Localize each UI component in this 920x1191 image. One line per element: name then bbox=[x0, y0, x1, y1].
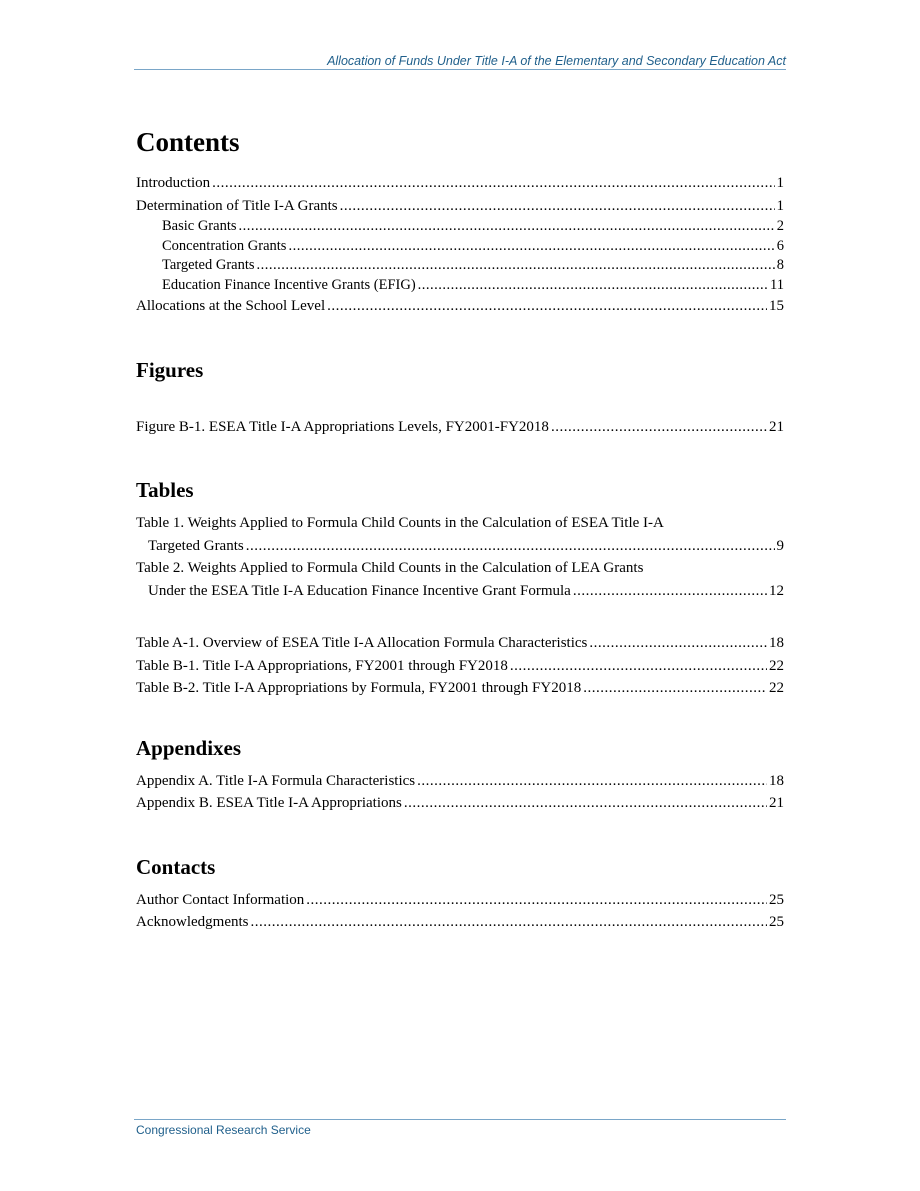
appendixes-heading: Appendixes bbox=[136, 735, 242, 760]
dot-leader bbox=[418, 276, 768, 296]
toc-entry-page: 25 bbox=[769, 914, 784, 930]
contents-list bbox=[136, 172, 784, 318]
toc-entry-page: 21 bbox=[769, 795, 784, 811]
toc-entry-label: Introduction bbox=[136, 175, 211, 191]
toc-entry-page: 12 bbox=[769, 582, 784, 599]
toc-entry-label: Appendix B. ESEA Title I-A Appropriations bbox=[136, 795, 402, 811]
dot-leader bbox=[327, 295, 767, 318]
toc-entry-label: Table 1. Weights Applied to Formula Child Counts in the Calculation of ESEA Title I-A bbox=[136, 515, 664, 531]
toc-entry-label: Table 2. Weights Applied to Formula Child Counts in the Calculation of LEA Grants bbox=[136, 560, 644, 576]
tables-list bbox=[136, 512, 784, 700]
toc-entry-page: 25 bbox=[769, 891, 784, 908]
toc-entry-page: 21 bbox=[769, 418, 784, 435]
toc-entry-page: 18 bbox=[769, 635, 784, 651]
dot-leader bbox=[250, 911, 767, 934]
toc-entry-figure-b1[interactable] bbox=[136, 416, 784, 439]
appendixes-list bbox=[136, 770, 784, 815]
figures-heading: Figures bbox=[136, 357, 204, 382]
toc-entry-label: Allocations at the School Level bbox=[136, 298, 326, 314]
dot-leader bbox=[340, 195, 775, 218]
toc-entry-school-level[interactable] bbox=[136, 295, 784, 318]
contents-heading: Contents bbox=[136, 127, 240, 157]
toc-entry-targeted-grants[interactable] bbox=[136, 256, 784, 276]
toc-entry-label: Basic Grants bbox=[162, 218, 237, 234]
dot-leader bbox=[510, 655, 767, 678]
toc-entry-appendix-a[interactable] bbox=[136, 770, 784, 793]
toc-entry-page: 22 bbox=[769, 657, 784, 674]
toc-entry-label: Determination of Title I-A Grants bbox=[136, 197, 338, 214]
dot-leader bbox=[404, 792, 767, 815]
footer-source: Congressional Research Service bbox=[136, 1123, 311, 1137]
toc-entry-basic-grants[interactable] bbox=[136, 217, 784, 237]
toc-entry-label: Table B-2. Title I-A Appropriations by Formula, FY2001 through FY2018 bbox=[136, 680, 582, 696]
running-header: Allocation of Funds Under Title I-A of the Elementary and Secondary Education Act bbox=[327, 54, 786, 68]
toc-entry-efig[interactable] bbox=[136, 276, 784, 296]
contacts-list bbox=[136, 889, 784, 934]
toc-entry-page: 1 bbox=[776, 197, 784, 214]
toc-entry-label: Author Contact Information bbox=[136, 891, 305, 908]
toc-entry-table-b1[interactable] bbox=[136, 655, 784, 678]
toc-entry-table-a1[interactable] bbox=[136, 632, 784, 655]
dot-leader bbox=[551, 416, 767, 439]
figures-list bbox=[136, 416, 784, 439]
toc-entry-page: 8 bbox=[776, 257, 784, 273]
toc-entry-page: 2 bbox=[776, 218, 784, 234]
toc-entry-label: Education Finance Incentive Grants (EFIG) bbox=[162, 276, 416, 293]
dot-leader bbox=[257, 256, 775, 276]
dot-leader bbox=[583, 677, 767, 700]
tables-heading: Tables bbox=[136, 478, 194, 502]
toc-entry-page: 9 bbox=[776, 537, 784, 554]
dot-leader bbox=[246, 535, 775, 558]
toc-entry-page: 22 bbox=[769, 680, 784, 696]
toc-entry-author-contact[interactable] bbox=[136, 889, 784, 912]
dot-leader bbox=[212, 172, 774, 195]
dot-leader bbox=[417, 770, 767, 793]
toc-entry-page: 18 bbox=[769, 772, 784, 789]
header-rule bbox=[134, 69, 786, 70]
toc-entry-label: Concentration Grants bbox=[162, 237, 287, 254]
toc-entry-label-continued: Targeted Grants bbox=[148, 537, 244, 554]
toc-entry-appendix-b[interactable] bbox=[136, 792, 784, 815]
toc-entry-label: Table B-1. Title I-A Appropriations, FY2001 through FY2018 bbox=[136, 657, 508, 674]
footer-rule bbox=[134, 1119, 786, 1120]
toc-entry-introduction[interactable] bbox=[136, 172, 784, 195]
dot-leader bbox=[306, 889, 767, 912]
toc-entry-label-continued: Under the ESEA Title I-A Education Finance Incentive Grant Formula bbox=[148, 582, 571, 599]
toc-entry-label: Acknowledgments bbox=[136, 914, 249, 930]
dot-leader bbox=[589, 632, 767, 655]
toc-entry-determination[interactable] bbox=[136, 195, 784, 218]
dot-leader bbox=[573, 580, 767, 603]
table-of-contents bbox=[136, 124, 784, 934]
toc-entry-concentration-grants[interactable] bbox=[136, 237, 784, 257]
toc-entry-page: 1 bbox=[776, 175, 784, 191]
toc-entry-page: 11 bbox=[770, 276, 784, 293]
toc-entry-page: 6 bbox=[776, 237, 784, 254]
contacts-heading: Contacts bbox=[136, 854, 216, 879]
toc-entry-table-2[interactable] bbox=[136, 557, 784, 602]
dot-leader bbox=[288, 237, 774, 257]
toc-entry-acknowledgments[interactable] bbox=[136, 911, 784, 934]
toc-entry-label: Appendix A. Title I-A Formula Characteristics bbox=[136, 772, 416, 789]
toc-entry-table-1[interactable] bbox=[136, 512, 784, 557]
dot-leader bbox=[239, 217, 775, 237]
toc-entry-page: 15 bbox=[769, 298, 784, 314]
toc-entry-label: Targeted Grants bbox=[162, 257, 255, 273]
toc-entry-table-b2[interactable] bbox=[136, 677, 784, 700]
toc-entry-label: Figure B-1. ESEA Title I-A Appropriations Levels, FY2001-FY2018 bbox=[136, 418, 549, 435]
toc-entry-label: Table A-1. Overview of ESEA Title I-A Allocation Formula Characteristics bbox=[136, 635, 588, 651]
